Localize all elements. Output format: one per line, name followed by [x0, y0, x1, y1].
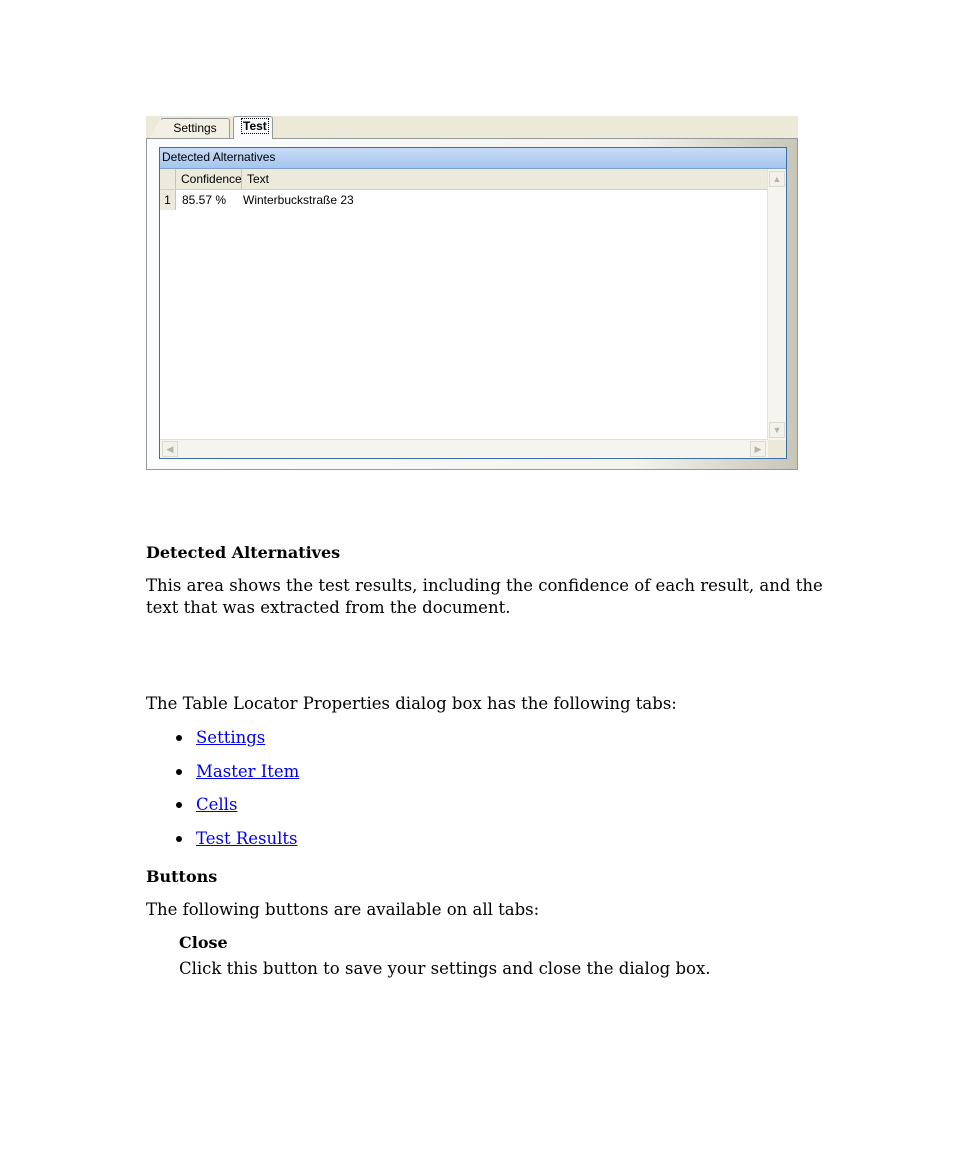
table-row[interactable]: [160, 190, 768, 210]
scroll-right-icon[interactable]: ▶: [750, 441, 766, 457]
vertical-scrollbar[interactable]: [767, 169, 786, 440]
list-item: [176, 794, 299, 828]
scroll-down-icon[interactable]: ▼: [769, 422, 785, 438]
buttons-intro: The following buttons are available on all tabs:: [146, 900, 540, 919]
link-settings[interactable]: Settings: [196, 728, 266, 747]
column-header-confidence[interactable]: Confidence: [176, 169, 242, 189]
tab-test[interactable]: [233, 116, 273, 139]
section-body-detected-alternatives: This area shows the test results, including the confidence of each result, and the text that was extracted from the document.: [146, 576, 823, 617]
list-item: [176, 761, 299, 795]
cell-text: Winterbuckstraße 23: [243, 193, 354, 207]
tab-strip: [146, 116, 798, 138]
tab-panel: [146, 138, 798, 470]
link-test-results[interactable]: Test Results: [196, 828, 298, 848]
tab-test-label: Test: [243, 119, 267, 133]
cell-confidence: 85.57 %: [182, 193, 227, 207]
alternatives-grid: [160, 169, 786, 458]
column-header-text[interactable]: Text: [247, 172, 270, 186]
table-locator-dialog: [146, 116, 798, 470]
group-title: Detected Alternatives: [160, 148, 786, 169]
horizontal-scrollbar[interactable]: [160, 439, 768, 458]
scroll-left-icon[interactable]: ◀: [162, 441, 178, 457]
link-master-item[interactable]: Master Item: [196, 761, 300, 781]
link-cells[interactable]: Cells: [196, 795, 238, 815]
close-description: Click this button to save your settings and close the dialog box.: [179, 959, 711, 978]
scrollbar-corner: [768, 440, 786, 458]
tabs-intro: The Table Locator Properties dialog box has the following tabs:: [146, 694, 677, 713]
detected-alternatives-group: [159, 147, 787, 459]
row-number: 1: [160, 190, 176, 210]
row-header-corner: [160, 169, 176, 189]
tabs-link-list: [176, 727, 299, 861]
buttons-heading: Buttons: [146, 867, 218, 886]
scroll-up-icon[interactable]: ▲: [769, 171, 785, 187]
list-item: [176, 828, 299, 862]
list-item: [176, 727, 299, 761]
grid-header: [160, 169, 768, 190]
tab-settings[interactable]: Settings: [160, 118, 230, 138]
section-heading-detected-alternatives: Detected Alternatives: [146, 543, 341, 562]
close-heading: Close: [179, 933, 228, 952]
